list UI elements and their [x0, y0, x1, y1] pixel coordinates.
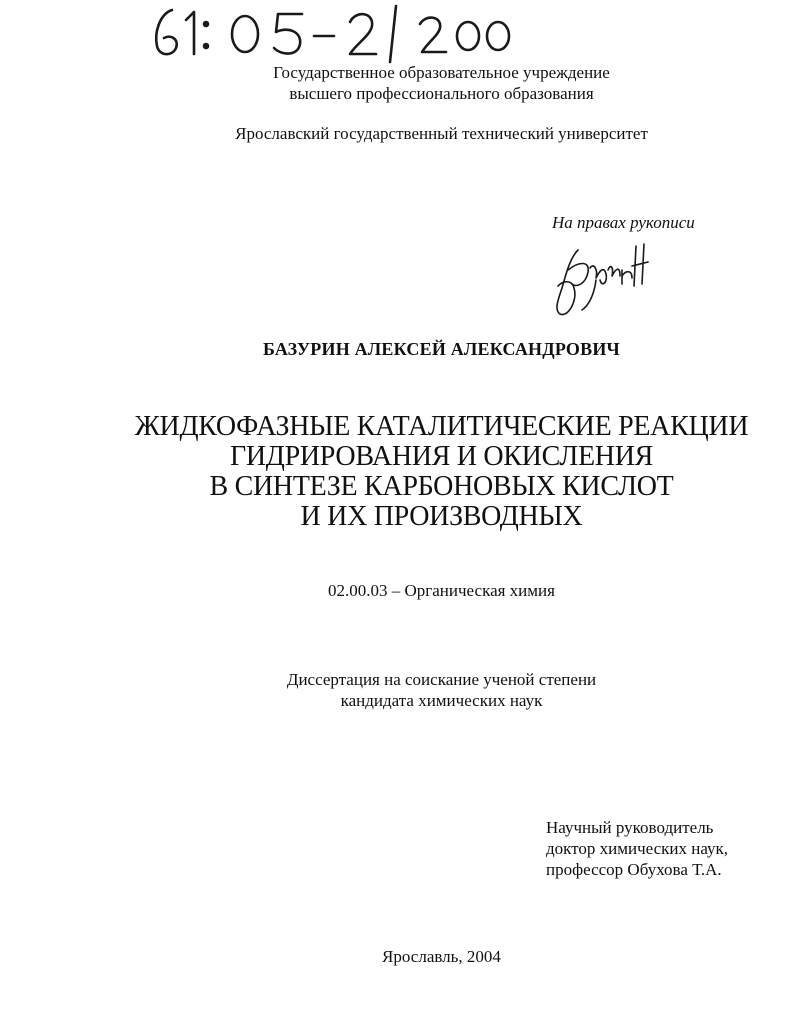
supervisor-name: профессор Обухова Т.А.: [546, 860, 722, 879]
thesis-title-line-1: ЖИДКОФАЗНЫЕ КАТАЛИТИЧЕСКИЕ РЕАКЦИИ: [134, 411, 749, 442]
city-year: Ярославль, 2004: [382, 947, 501, 966]
dissertation-line-2: кандидата химических наук: [340, 691, 543, 710]
supervisor-degree: доктор химических наук,: [546, 839, 729, 858]
dissertation-line-1: Диссертация на соискание ученой степени: [286, 670, 597, 689]
supervisor-role: Научный руководитель: [546, 818, 714, 837]
manuscript-note: На правах рукописи: [552, 213, 695, 232]
thesis-title-line-3: В СИНТЕЗЕ КАРБОНОВЫХ КИСЛОТ: [209, 471, 674, 502]
author-name: БАЗУРИН АЛЕКСЕЙ АЛЕКСАНДРОВИЧ: [263, 339, 620, 359]
specialty: 02.00.03 – Органическая химия: [328, 581, 555, 600]
university-name: Ярославский государственный технический университет: [235, 124, 648, 143]
thesis-title-line-2: ГИДРИРОВАНИЯ И ОКИСЛЕНИЯ: [229, 441, 653, 472]
institution-line-2: высшего профессионального образования: [289, 84, 594, 103]
institution-line-1: Государственное образовательное учреждение: [273, 63, 610, 82]
thesis-title-line-4: И ИХ ПРОИЗВОДНЫХ: [300, 501, 583, 532]
handwritten-reference: [150, 2, 530, 64]
author-signature: [548, 240, 658, 318]
